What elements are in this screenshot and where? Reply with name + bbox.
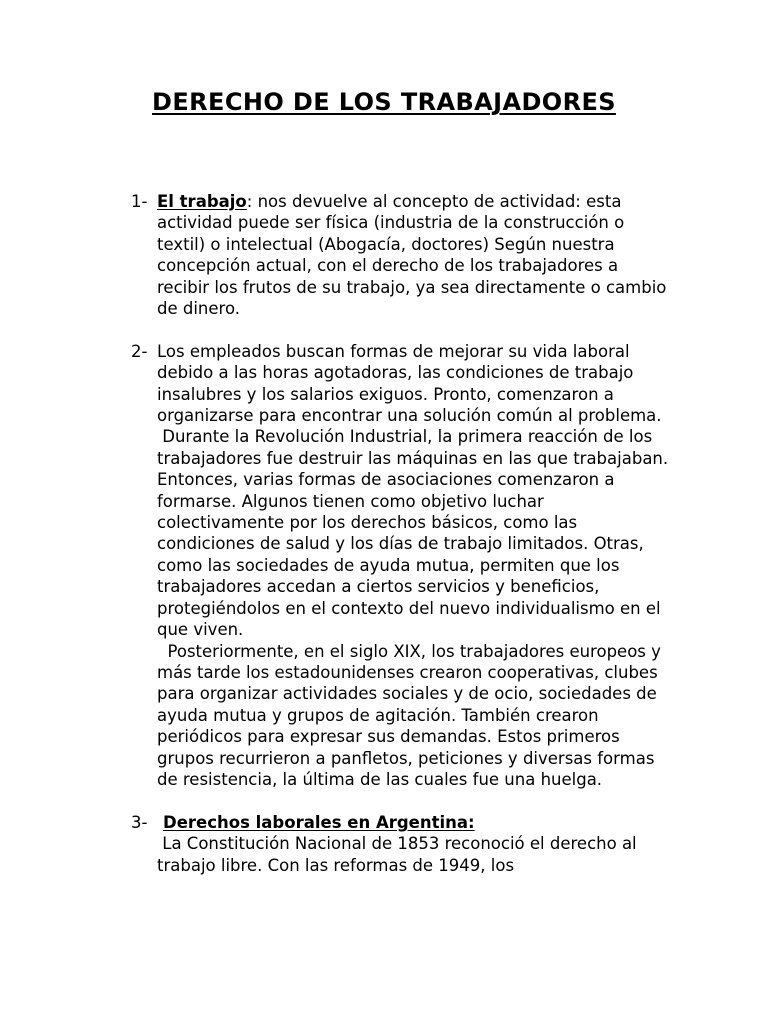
item-paragraph: La Constitución Nacional de 1853 reconoció el derecho al trabajo libre. Con las reformas de 1949, los: [157, 834, 637, 875]
item-paragraph: [157, 812, 671, 833]
item-paragraph: Posteriormente, en el siglo XIX, los trabajadores europeos y más tarde los estadounidenses crearon cooperativas, clubes para organizar actividades sociales y de ocio, sociedades de ayuda mutua y grupos de agitación. También crearon periódicos para expresar sus demandas. Estos primeros grupos recurrieron a panfletos, peticiones y diversas formas de resistencia, la última de las cuales fue una huelga.: [157, 641, 661, 789]
item-number: 2-: [131, 341, 148, 361]
list-item-3: [131, 812, 671, 876]
item-number: 3-: [131, 812, 148, 832]
item-paragraph: Durante la Revolución Industrial, la primera reacción de los trabajadores fue destruir las máquinas en las que trabajaban. Entonces, varias formas de asociaciones comenzaron a formarse. Algunos tienen como objetivo luchar colectivamente por los derechos básicos, como las condiciones de salud y los días de trabajo limitados. Otras, como las sociedades de ayuda mutua, permiten que los trabajadores accedan a ciertos servicios y beneficios, protegiéndolos en el contexto del nuevo individualismo en el que viven.: [157, 427, 669, 640]
item-number: 1-: [131, 192, 148, 211]
list-item-2: [131, 341, 671, 791]
document-title: DERECHO DE LOS TRABAJADORES: [152, 88, 616, 116]
item-text: : nos devuelve al concepto de actividad: esta actividad puede ser física (industria de la construcción o textil) o intelectual (Abogacía, doctores) Según nuestra concepción actual, con el derecho de los trabajadores a recibir los frutos de su trabajo, ya sea directamente o cambio de dinero.: [157, 192, 667, 319]
item-heading: El trabajo: [157, 192, 247, 211]
list-item-1: [131, 191, 671, 319]
item-heading: Derechos laborales en Argentina:: [163, 812, 475, 832]
item-paragraph: Los empleados buscan formas de mejorar su vida laboral debido a las horas agotadoras, las condiciones de trabajo insalubres y los salarios exiguos. Pronto, comenzaron a organizarse para encontrar una solución común al problema.: [157, 341, 662, 426]
numbered-list: [131, 191, 671, 876]
item-paragraph: [157, 191, 671, 319]
